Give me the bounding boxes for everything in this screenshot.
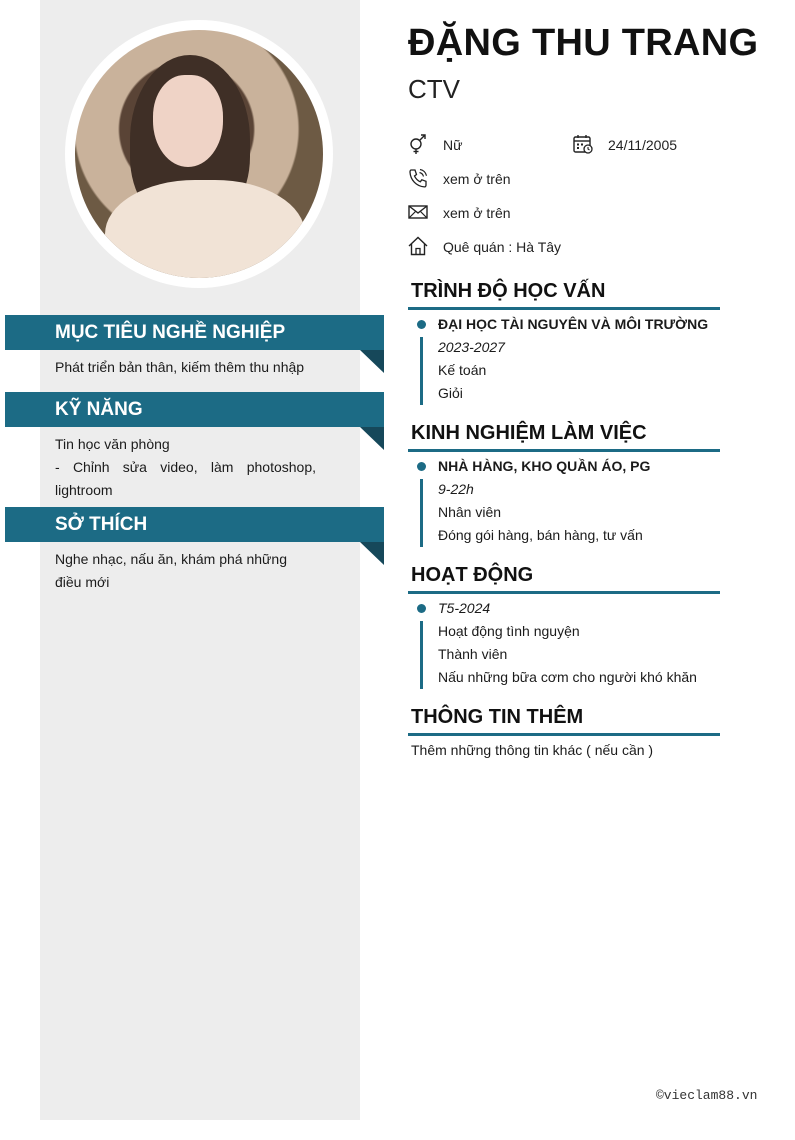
timeline-line — [420, 337, 423, 405]
activities-description: Nấu những bữa cơm cho người khó khăn — [438, 669, 697, 685]
skills-item: Tin học văn phòng — [55, 436, 170, 452]
section-divider — [408, 591, 720, 594]
additional-text: Thêm những thông tin khác ( nếu cần ) — [411, 742, 654, 758]
watermark: ©vieclam88.vn — [656, 1088, 758, 1103]
timeline-dot — [417, 604, 426, 613]
banner-fold — [360, 427, 384, 450]
activities-heading: HOẠT ĐỘNG — [411, 564, 534, 586]
full-name: ĐẶNG THU TRANG — [408, 22, 759, 64]
timeline-line — [420, 479, 423, 547]
education-school: ĐẠI HỌC TÀI NGUYÊN VÀ MÔI TRƯỜNG — [438, 316, 709, 332]
hobbies-text: Nghe nhạc, nấu ăn, khám phá những điều mới — [55, 551, 287, 590]
phone-value: xem ở trên — [443, 171, 511, 187]
job-title: CTV — [408, 74, 460, 104]
home-icon — [407, 235, 429, 257]
experience-heading: KINH NGHIỆM LÀM VIỆC — [411, 422, 647, 444]
education-heading: TRÌNH ĐỘ HỌC VẤN — [411, 280, 606, 302]
activities-name: Hoạt động tình nguyện — [438, 623, 580, 639]
phone-icon — [407, 167, 429, 189]
skills-heading: KỸ NĂNG — [5, 392, 384, 427]
timeline-line — [420, 621, 423, 689]
banner-fold — [360, 350, 384, 373]
avatar — [65, 20, 333, 288]
section-divider — [408, 307, 720, 310]
education-major: Kế toán — [438, 362, 487, 378]
portrait-photo — [75, 30, 323, 278]
education-period: 2023-2027 — [438, 339, 505, 355]
experience-company: NHÀ HÀNG, KHO QUẦN ÁO, PG — [438, 458, 651, 474]
experience-description: Đóng gói hàng, bán hàng, tư vấn — [438, 527, 643, 543]
gender-icon — [407, 133, 429, 155]
experience-position: Nhân viên — [438, 504, 502, 520]
timeline-dot — [417, 462, 426, 471]
section-divider — [408, 449, 720, 452]
skills-item: - Chỉnh sửa video, làm photoshop, lightroom — [55, 459, 316, 498]
education-grade: Giỏi — [438, 385, 463, 401]
hometown-value: Quê quán : Hà Tây — [443, 239, 562, 255]
hobbies-heading: SỞ THÍCH — [5, 507, 384, 542]
banner-fold — [360, 542, 384, 565]
calendar-icon — [572, 133, 594, 155]
additional-heading: THÔNG TIN THÊM — [411, 706, 584, 728]
email-value: xem ở trên — [443, 205, 511, 221]
activities-period: T5-2024 — [438, 600, 491, 616]
experience-period: 9-22h — [438, 481, 474, 497]
section-divider — [408, 733, 720, 736]
timeline-dot — [417, 320, 426, 329]
gender-value: Nữ — [443, 137, 463, 153]
objective-heading: MỤC TIÊU NGHỀ NGHIỆP — [5, 315, 384, 350]
objective-text: Phát triển bản thân, kiếm thêm thu nhập — [55, 359, 305, 375]
activities-role: Thành viên — [438, 646, 508, 662]
mail-icon — [407, 201, 429, 223]
birthday-value: 24/11/2005 — [608, 137, 678, 153]
